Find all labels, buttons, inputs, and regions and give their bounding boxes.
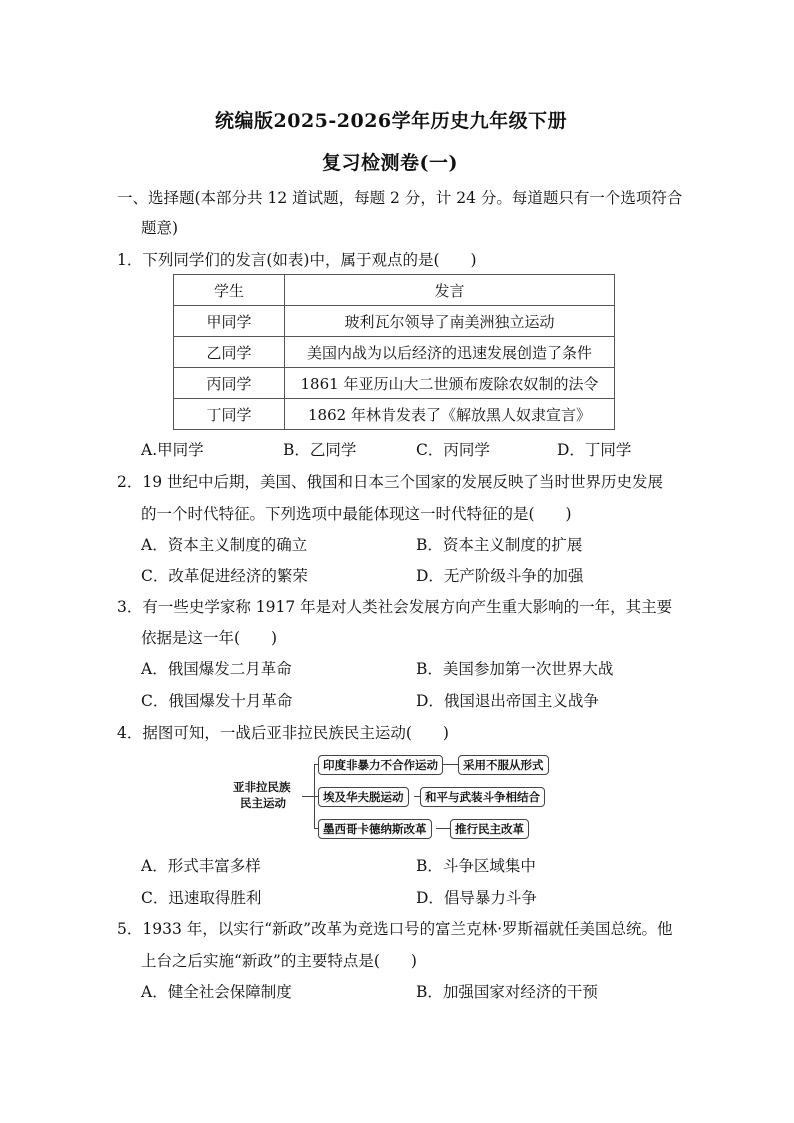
diagram-root-line1: 亚非拉民族	[233, 780, 291, 794]
q3-stem-line1: 3．有一些史学家称 1917 年是对人类社会发展方向产生重大影响的一年，其主要	[117, 598, 673, 616]
q1-option-a: A.甲同学	[141, 441, 204, 459]
q5-stem-line1: 5．1933 年，以实行“新政”改革为竞选口号的富兰克林·罗斯福就任美国总统。他	[117, 920, 673, 938]
table-cell: 美国内战为以后经济的迅速发展创造了条件	[285, 337, 615, 368]
q4-option-c: C．迅速取得胜利	[141, 889, 262, 907]
table-row	[174, 399, 615, 430]
q4-option-d: D．倡导暴力斗争	[416, 889, 537, 907]
q5-option-a: A．健全社会保障制度	[141, 983, 292, 1001]
table-row	[174, 368, 615, 399]
diagram-connector	[302, 796, 314, 797]
table-header-speech: 发言	[285, 275, 615, 306]
diagram-movement-box: 埃及华夫脱运动	[318, 787, 409, 807]
section-heading-line1: 一、选择题(本部分共 12 道试题，每题 2 分，计 24 分。每道题只有一个选项符合	[117, 189, 683, 207]
q3-option-c: C．俄国爆发十月革命	[141, 692, 293, 710]
q1-option-c: C．丙同学	[416, 441, 490, 459]
table-cell: 1861 年亚历山大二世颁布废除农奴制的法令	[285, 368, 615, 399]
table-cell: 乙同学	[174, 337, 285, 368]
section-heading-line2: 题意)	[141, 219, 179, 237]
table-cell: 1862 年林肯发表了《解放黑人奴隶宣言》	[285, 399, 615, 430]
table-header-student: 学生	[174, 275, 285, 306]
diagram-feature-box: 推行民主改革	[450, 819, 529, 839]
document-title: 统编版2025-2026学年历史九年级下册	[215, 110, 568, 132]
diagram-connector	[442, 764, 458, 765]
diagram-feature-box: 和平与武装斗争相结合	[420, 787, 545, 807]
table-row	[174, 306, 615, 337]
q2-option-d: D．无产阶级斗争的加强	[416, 567, 584, 585]
q2-option-a: A．资本主义制度的确立	[141, 536, 308, 554]
q2-stem-line2: 的一个时代特征。下列选项中最能体现这一时代特征的是( )	[141, 505, 572, 523]
q1-table	[173, 274, 615, 430]
q3-option-a: A．俄国爆发二月革命	[141, 660, 292, 678]
q4-diagram	[228, 750, 558, 845]
table-row	[174, 337, 615, 368]
diagram-root-line2: 民主运动	[240, 796, 286, 810]
q2-option-c: C．改革促进经济的繁荣	[141, 567, 308, 585]
diagram-feature-box: 采用不服从形式	[458, 755, 549, 775]
q3-option-b: B．美国参加第一次世界大战	[416, 660, 614, 678]
q5-stem-line2: 上台之后实施“新政”的主要特点是( )	[141, 952, 417, 970]
q3-option-d: D．俄国退出帝国主义战争	[416, 692, 599, 710]
diagram-movement-box: 印度非暴力不合作运动	[318, 755, 443, 775]
table-cell: 甲同学	[174, 306, 285, 337]
q1-option-b: B．乙同学	[283, 441, 357, 459]
table-cell: 丁同学	[174, 399, 285, 430]
q2-stem-line1: 2．19 世纪中后期，美国、俄国和日本三个国家的发展反映了当时世界历史发展	[117, 473, 664, 491]
q3-stem-line2: 依据是这一年( )	[141, 629, 278, 647]
document-subtitle: 复习检测卷(一)	[322, 152, 458, 174]
table-cell: 玻利瓦尔领导了南美洲独立运动	[285, 306, 615, 337]
q4-option-b: B．斗争区域集中	[416, 857, 536, 875]
table-cell: 丙同学	[174, 368, 285, 399]
q4-stem: 4．据图可知，一战后亚非拉民族民主运动( )	[117, 724, 449, 742]
q2-option-b: B．资本主义制度的扩展	[416, 536, 583, 554]
q1-option-d: D．丁同学	[557, 441, 632, 459]
table-header-row	[174, 275, 615, 306]
q4-option-a: A．形式丰富多样	[141, 857, 261, 875]
diagram-movement-box: 墨西哥卡德纳斯改革	[318, 819, 432, 839]
diagram-connector	[436, 828, 450, 829]
q5-option-b: B．加强国家对经济的干预	[416, 983, 598, 1001]
q1-stem: 1．下列同学们的发言(如表)中，属于观点的是( )	[117, 251, 477, 269]
